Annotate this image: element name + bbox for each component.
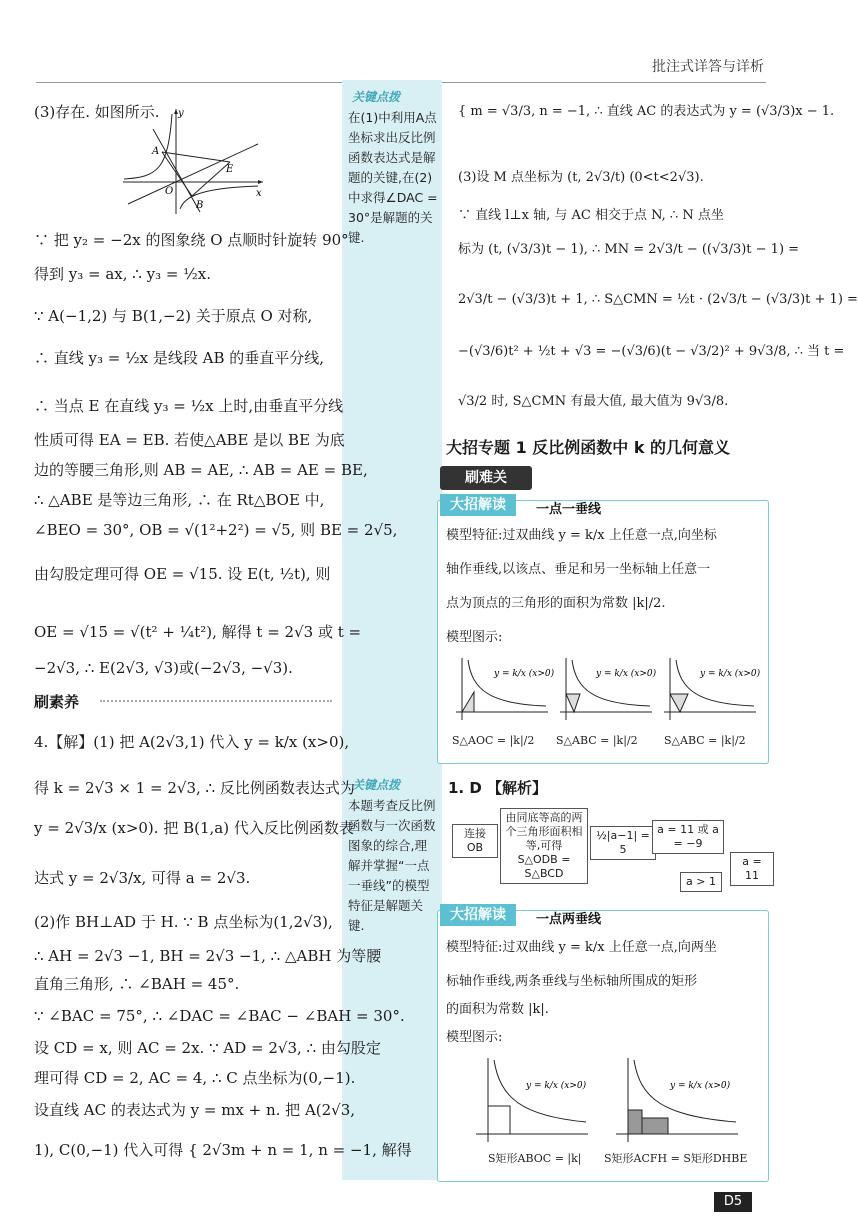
brand-badge: 刷难关 (440, 466, 532, 490)
box2-fig-1-func: y = k/x (x>0) (526, 1081, 587, 1091)
left-line-3: ∵ A(−1,2) 与 B(1,−2) 关于原点 O 对称, (34, 307, 313, 325)
box1-fig-1-func: y = k/x (x>0) (494, 669, 555, 679)
left-line-12: −2√3, ∴ E(2√3, √3)或(−2√3, −√3). (34, 659, 293, 677)
side-note-1: 在(1)中利用A点坐标求出反比例函数表达式是解题的关键,在(2)中求得∠DAC = 30°是解题的关键. (348, 110, 438, 245)
q4-line-6: ∴ AH = 2√3 −1, BH = 2√3 −1, ∴ △ABH 为等腰 (34, 947, 382, 965)
box1-text-1: 模型特征:过双曲线 y = k/x 上任意一点,向坐标 (446, 528, 717, 543)
right-line-2: (3)设 M 点坐标为 (t, 2√3/t) (0<t<2√3). (458, 170, 704, 185)
box1-cap-3: S△ABC = |k|/2 (664, 734, 746, 747)
q4-line-8: ∵ ∠BAC = 75°, ∴ ∠DAC = ∠BAC − ∠BAH = 30°. (34, 1007, 405, 1025)
model-box-1-sub: 一点一垂线 (536, 502, 602, 517)
box1-fig-3 (664, 658, 761, 720)
left-line-5: ∴ 当点 E 在直线 y₃ = ½x 上时,由垂直平分线 (34, 397, 344, 415)
box1-cap-1: S△AOC = |k|/2 (452, 734, 535, 747)
right-line-4: 标为 (t, (√3/3)t − 1), ∴ MN = 2√3/t − ((√3/3)t − 1) = (458, 242, 800, 257)
page-header-title: 批注式详答与详析 (652, 59, 764, 75)
flow-eq: ½|a−1| = 5 (590, 826, 656, 860)
box1-fig-2-func: y = k/x (x>0) (596, 669, 657, 679)
side-note-2: 本题考查反比例函数与一次函数图象的综合,理解并掌握“一点一垂线”的模型特征是解题关键. (348, 798, 436, 933)
right-line-6: −(√3/6)t² + ½t + √3 = −(√3/6)(t − √3/2)² + 9√3/8, ∴ 当 t = (458, 344, 845, 359)
q4-line-11: 设直线 AC 的表达式为 y = mx + n. 把 A(2√3, (34, 1101, 356, 1119)
box2-cap-1: S矩形ABOC = |k| (488, 1152, 582, 1165)
box2-fig-2-func: y = k/x (x>0) (670, 1081, 731, 1091)
left-line-1: ∵ 把 y₂ = −2x 的图象绕 O 点顺时针旋转 90° (34, 231, 349, 249)
q4-line-5: (2)作 BH⊥AD 于 H. ∵ B 点坐标为(1,2√3), (34, 913, 333, 931)
right-line-5: 2√3/t − (√3/3)t + 1, ∴ S△CMN = ½t · (2√3/t − (√3/3)t + 1) = (458, 292, 858, 307)
q3-intro: (3)存在. 如图所示. (34, 103, 160, 121)
graph-x-label: x (256, 188, 262, 199)
model-box-1-label: 大招解读 (440, 494, 516, 516)
box1-text-3: 点为顶点的三角形的面积为常数 |k|/2. (446, 596, 666, 611)
box2-fig-1 (476, 1058, 588, 1142)
graph-b-label: B (196, 200, 204, 211)
graph-a-label: A (152, 146, 160, 157)
box2-text-2: 标轴作垂线,两条垂线与坐标轴所围成的矩形 (446, 974, 698, 989)
section-dotted-rule (100, 700, 332, 702)
side-note-tag-2: 关键点拨 (352, 778, 401, 792)
box1-fig-3-func: y = k/x (x>0) (700, 669, 761, 679)
right-line-1: { m = √3/3, n = −1, ∴ 直线 AC 的表达式为 y = (√3/3)x − 1. (458, 104, 835, 119)
left-line-9: ∠BEO = 30°, OB = √(1²+2²) = √5, 则 BE = 2√5, (34, 521, 398, 539)
box1-text-4: 模型图示: (446, 630, 503, 645)
section-tag-shuasuyang: 刷素养 (34, 693, 80, 711)
right-line-3: ∵ 直线 l⊥x 轴, 与 AC 相交于点 N, ∴ N 点坐 (458, 208, 724, 223)
q1-heading: 1. D 【解析】 (448, 779, 548, 797)
model-box-2-sub: 一点两垂线 (536, 912, 602, 927)
box2-text-1: 模型特征:过双曲线 y = k/x 上任意一点,向两坐 (446, 940, 717, 955)
left-line-4: ∴ 直线 y₃ = ½x 是线段 AB 的垂直平分线, (34, 349, 325, 367)
q4-line-2: 得 k = 2√3 × 1 = 2√3, ∴ 反比例函数表达式为 (34, 779, 355, 797)
q4-line-7: 直角三角形, ∴ ∠BAH = 45°. (34, 975, 240, 993)
graph-e-label: E (226, 164, 234, 175)
box2-fig-2 (616, 1058, 738, 1142)
left-line-7: 边的等腰三角形,则 AB = AE, ∴ AB = AE = BE, (34, 461, 368, 479)
flow-final: a = 11 (730, 852, 774, 886)
flow-res: a = 11 或 a = −9 (652, 820, 724, 854)
flow-cond: a > 1 (680, 872, 722, 892)
left-line-10: 由勾股定理可得 OE = √15. 设 E(t, ½t), 则 (34, 565, 331, 583)
side-note-tag: 关键点拨 (352, 90, 401, 104)
box1-fig-1 (456, 658, 555, 720)
q4-line-10: 理可得 CD = 2, AC = 4, ∴ C 点坐标为(0,−1). (34, 1069, 356, 1087)
box2-cap-2: S矩形ACFH = S矩形DHBE (604, 1152, 748, 1165)
page-number: D5 (714, 1192, 752, 1212)
model-box-2-label: 大招解读 (440, 904, 516, 926)
left-line-6: 性质可得 EA = EB. 若使△ABE 是以 BE 为底 (34, 431, 345, 449)
q4-line-9: 设 CD = x, 则 AC = 2x. ∵ AD = 2√3, ∴ 由勾股定 (34, 1039, 381, 1057)
graph-o-label: O (165, 186, 174, 197)
q4-line-1: 4.【解】(1) 把 A(2√3,1) 代入 y = k/x (x>0), (34, 733, 350, 751)
left-line-2: 得到 y₃ = ax, ∴ y₃ = ½x. (34, 265, 211, 283)
box2-text-4: 模型图示: (446, 1030, 503, 1045)
left-line-11: OE = √15 = √(t² + ¼t²), 解得 t = 2√3 或 t = (34, 623, 362, 641)
q4-line-12: 1), C(0,−1) 代入可得 { 2√3m + n = 1, n = −1, 解得 (34, 1141, 412, 1159)
box1-figures (450, 654, 760, 726)
graph-q3 (118, 104, 268, 216)
flow-mid: 由同底等高的两个三角形面积相等,可得 S△ODB = S△BCD (500, 808, 588, 884)
left-line-8: ∴ △ABE 是等边三角形, ∴ 在 Rt△BOE 中, (34, 491, 325, 509)
flow-start: 连接 OB (452, 824, 498, 858)
q4-line-4: 达式 y = 2√3/x, 可得 a = 2√3. (34, 869, 251, 887)
q4-line-3: y = 2√3/x (x>0). 把 B(1,a) 代入反比例函数表 (34, 819, 354, 837)
box2-text-3: 的面积为常数 |k|. (446, 1002, 549, 1017)
topic-title: 大招专题 1 反比例函数中 k 的几何意义 (446, 438, 731, 457)
right-line-7: √3/2 时, S△CMN 有最大值, 最大值为 9√3/8. (458, 394, 729, 409)
box1-cap-2: S△ABC = |k|/2 (556, 734, 638, 747)
box1-fig-2 (560, 658, 657, 720)
box1-text-2: 轴作垂线,以该点、垂足和另一坐标轴上任意一 (446, 562, 711, 577)
box2-figures (470, 1054, 750, 1146)
graph-y-label: y (178, 108, 184, 119)
